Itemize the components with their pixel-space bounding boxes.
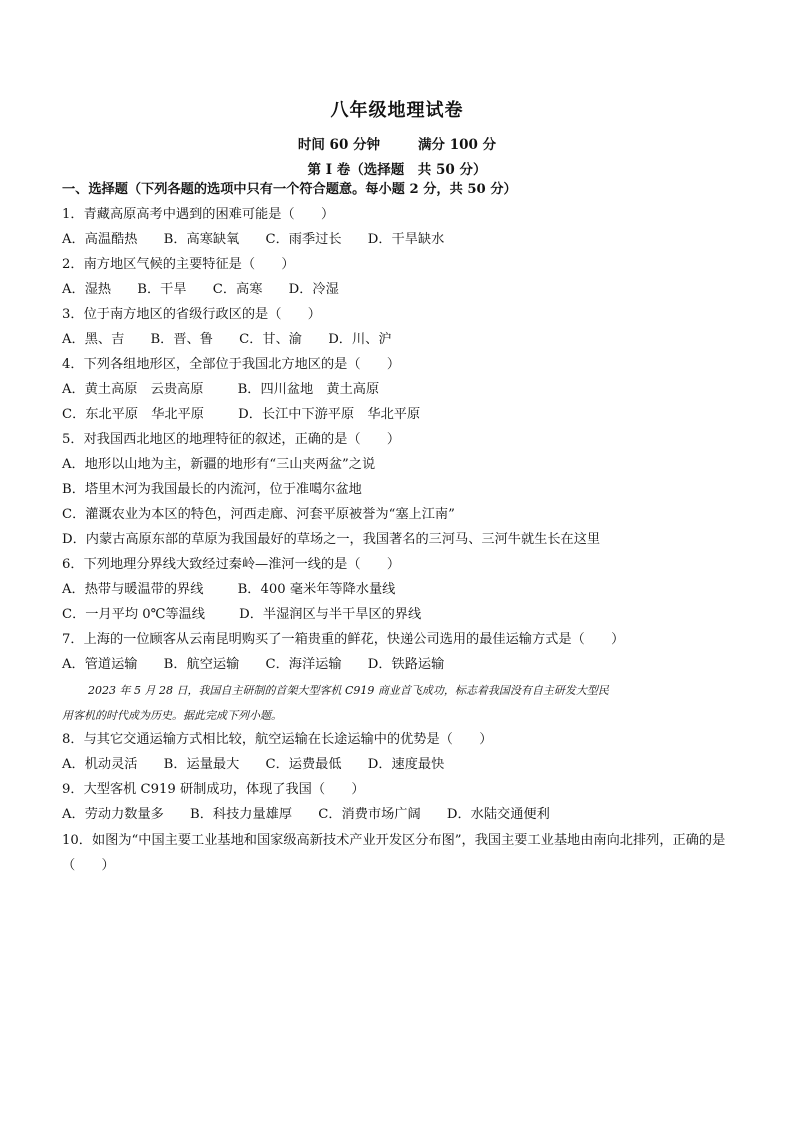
option-d: D．铁路运输: [367, 657, 445, 672]
option-a: A．管道运输: [62, 657, 138, 672]
question-options: [62, 406, 732, 424]
question-stem: 4．下列各组地形区，全部位于我国北方地区的是（ ）: [62, 357, 401, 372]
option-c: C．东北平原 华北平原: [62, 407, 204, 422]
option-d: D．半湿润区与半干旱区的界线: [239, 607, 422, 622]
question-stem: 2．南方地区气候的主要特征是（ ）: [62, 257, 295, 272]
option-d: D．速度最快: [367, 757, 445, 772]
option-b: B．塔里木河为我国最长的内流河，位于准噶尔盆地: [62, 482, 362, 497]
question-options: [62, 231, 732, 249]
option-c: C．一月平均 0℃等温线: [62, 607, 205, 622]
question-stem: 6．下列地理分界线大致经过秦岭—淮河一线的是（ ）: [62, 557, 401, 572]
question-options: [62, 606, 732, 624]
question-options: [62, 381, 732, 399]
option-d: D．长江中下游平原 华北平原: [238, 407, 421, 422]
question-stem: 8．与其它交通运输方式相比较，航空运输在长途运输中的优势是（ ）: [62, 732, 493, 747]
option-b: B．干旱: [137, 282, 187, 297]
option-a: A．劳动力数量多: [62, 807, 164, 822]
option-c: C．高寒: [212, 282, 263, 297]
option-c: C．雨季过长: [265, 232, 342, 247]
passage-line: 用客机的时代成为历史。据此完成下列小题。: [62, 709, 282, 722]
option-c: C．消费市场广阔: [318, 807, 421, 822]
question-options: [62, 756, 732, 774]
option-d: D．冷湿: [288, 282, 339, 297]
option-b: B．四川盆地 黄土高原: [237, 382, 380, 397]
question-stem: 1．青藏高原高考中遇到的困难可能是（ ）: [62, 207, 335, 222]
question-stem: 9．大型客机 C919 研制成功，体现了我国（ ）: [62, 782, 365, 797]
option-c: C．灌溉农业为本区的特色，河西走廊、河套平原被誉为“塞上江南”: [62, 507, 455, 522]
question-stem: 5．对我国西北地区的地理特征的叙述，正确的是（ ）: [62, 432, 401, 447]
volume-heading: 第 I 卷（选择题 共 50 分）: [307, 162, 487, 178]
question-options: [62, 281, 732, 299]
option-a: A．湿热: [62, 282, 112, 297]
question-options: [62, 806, 732, 824]
reading-passage: [62, 678, 732, 728]
question-stem: 7．上海的一位顾客从云南昆明购买了一箱贵重的鲜花，快递公司选用的最佳运输方式是（ ）: [62, 632, 625, 647]
question-stem: 10．如图为“中国主要工业基地和国家级高新技术产业开发区分布图”，我国主要工业基地由南向北排列，正确的是（ ）: [62, 833, 726, 873]
option-b: B．科技力量雄厚: [190, 807, 293, 822]
question-stem: 3．位于南方地区的省级行政区的是（ ）: [62, 307, 321, 322]
option-b: B．晋、鲁: [150, 332, 213, 347]
option-c: C．运费最低: [265, 757, 342, 772]
option-d: D．干旱缺水: [367, 232, 445, 247]
question-options: [62, 581, 732, 599]
passage-line: 2023 年 5 月 28 日，我国自主研制的首架大型客机 C919 商业首飞成功，标志着我国没有自主研发大型民: [88, 684, 609, 697]
option-a: A．机动灵活: [62, 757, 138, 772]
option-b: B．高寒缺氧: [163, 232, 240, 247]
option-d: D．川、沪: [328, 332, 392, 347]
option-c: C．海洋运输: [265, 657, 342, 672]
option-d: D．内蒙古高原东部的草原为我国最好的草场之一，我国著名的三河马、三河牛就生长在这里: [62, 532, 601, 547]
option-a: A．热带与暖温带的界线: [62, 582, 204, 597]
option-b: B．航空运输: [163, 657, 240, 672]
option-b: B．运量最大: [163, 757, 240, 772]
option-a: A．地形以山地为主，新疆的地形有“三山夹两盆”之说: [62, 457, 376, 472]
option-d: D．水陆交通便利: [446, 807, 550, 822]
question-options: [62, 331, 732, 349]
exam-time: 时间 60 分钟: [297, 137, 381, 153]
section-heading: 一、选择题（下列各题的选项中只有一个符合题意。每小题 2 分，共 50 分）: [62, 182, 517, 197]
exam-score: 满分 100 分: [418, 137, 497, 153]
option-c: C．甘、渝: [239, 332, 302, 347]
exam-title: 八年级地理试卷: [330, 100, 464, 121]
option-a: A．黑、吉: [62, 332, 125, 347]
question-options: [62, 656, 732, 674]
exam-meta: [0, 133, 794, 153]
option-b: B．400 毫米年等降水量线: [237, 582, 396, 597]
option-a: A．黄土高原 云贵高原: [62, 382, 204, 397]
option-a: A．高温酷热: [62, 232, 138, 247]
